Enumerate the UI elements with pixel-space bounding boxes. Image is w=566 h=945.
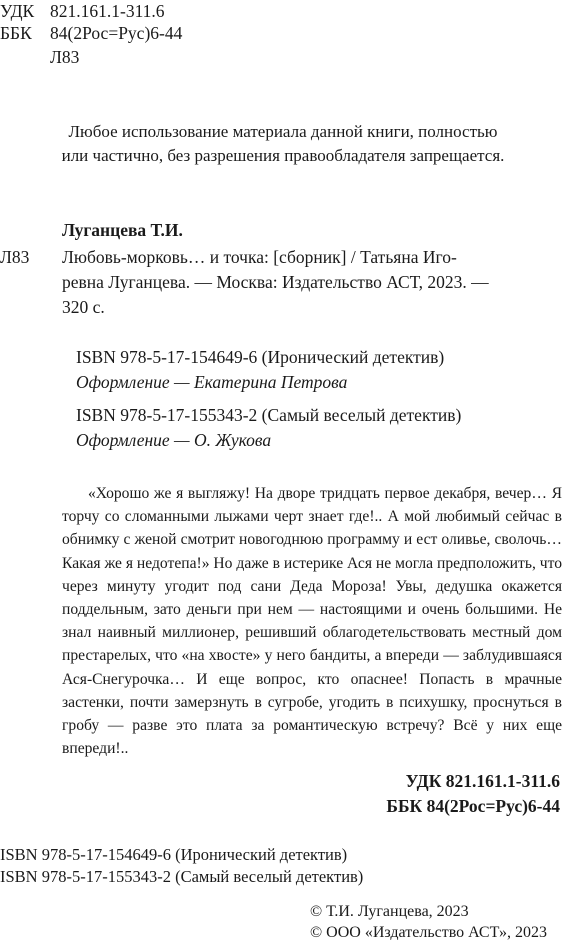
annotation	[62, 482, 562, 760]
udk-line	[0, 0, 300, 22]
bbk-line	[0, 22, 300, 44]
bbk-label: ББК	[0, 23, 32, 43]
isbn-list-item-2: ISBN 978-5-17-155343-2 (Самый веселый детектив)	[0, 867, 364, 886]
footer-udk: УДК 821.161.1-311.6	[405, 771, 560, 791]
edition-1-isbn: ISBN 978-5-17-154649-6 (Иронический детектив)	[76, 347, 445, 367]
copyright-notice-line-2: или частично, без разрешения правообладателя запрещается.	[61, 146, 505, 165]
bbk-value: 84(2Рос=Рус)6-44	[50, 23, 183, 43]
edition-2-isbn: ISBN 978-5-17-155343-2 (Самый веселый детектив)	[76, 405, 462, 425]
edition-1-design: Оформление — Екатерина Петрова	[76, 372, 348, 392]
copyright-author: © Т.И. Луганцева, 2023	[310, 903, 469, 920]
bibliography-line-3: 320 с.	[62, 297, 105, 317]
bibliography-line-1: Любовь-морковь… и точка: [сборник] / Татьяна Иго-	[62, 247, 457, 267]
edition-2-design: Оформление — О. Жукова	[76, 430, 272, 450]
bibliography-line-2: ревна Луганцева. — Москва: Издательство АСТ, 2023. —	[62, 272, 489, 292]
author-mark: Л83	[0, 247, 30, 267]
udk-label: УДК	[0, 1, 35, 21]
footer-bbk: ББК 84(2Рос=Рус)6-44	[386, 796, 560, 816]
isbn-list-item-1: ISBN 978-5-17-154649-6 (Иронический детектив)	[0, 845, 348, 864]
author-heading: Луганцева Т.И.	[62, 220, 183, 240]
annotation-text: «Хорошо же я выгляжу! На дворе тридцать первое декабря, вечер… Я торчу со сломанными лыжами черт знает где!.. А мой любимый сейчас в обнимку с женой смотрит новогоднюю программу и ест оливье, сволочь… Какая же я недотепа!» Но даже в истерике Ася не могла предположить, что через минуту угодит под сани Деда Мороза! Увы, дедушка окажется поддельным, зато деньги при нем — настоящими и очень большими. Не знал наивный миллионер, решивший облагодетельствовать местный дом престарелых, что «на хвосте» у него бандиты, а впереди — заблудившаяся Ася-Снегурочка… И еще вопрос, кто опаснее! Попасть в мрачные застенки, почти замерзнуть в сугробе, угодить в психушку, проснуться в гробу — разве это плата за романтическую встречу? Всё у них еще впереди!..	[62, 485, 562, 758]
copyright-notice-line-1: Любое использование материала данной книги, полностью	[68, 122, 498, 141]
copyright-publisher: © ООО «Издательство АСТ», 2023	[310, 924, 547, 941]
author-mark-header: Л83	[50, 47, 80, 67]
udk-value: 821.161.1-311.6	[50, 1, 165, 21]
